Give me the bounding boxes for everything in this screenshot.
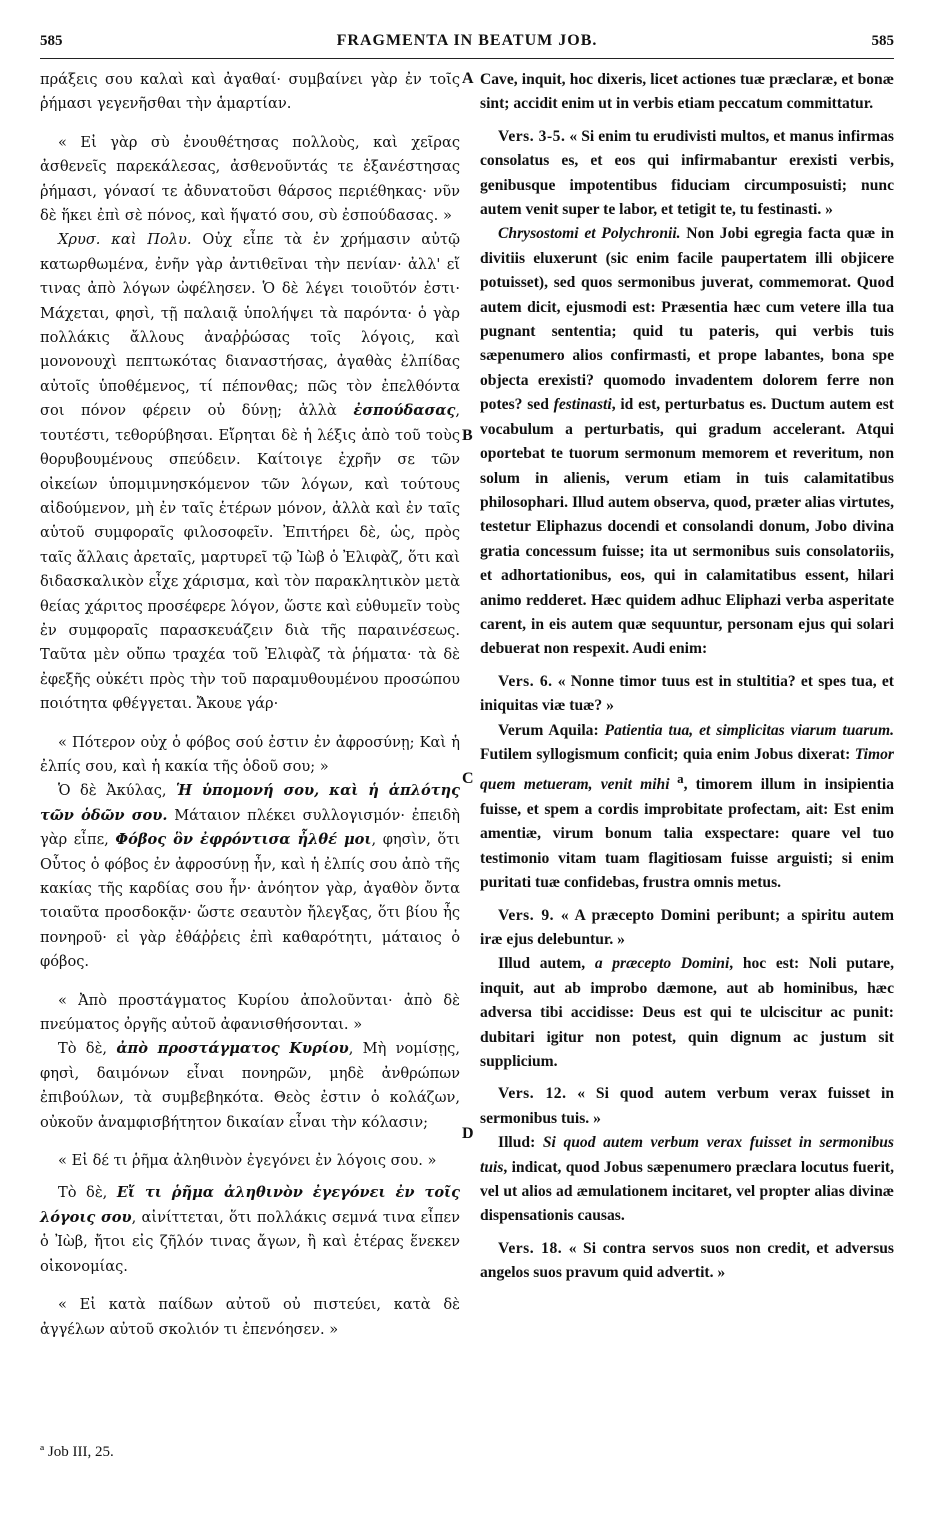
greek-text: , τουτέστι, τεθορύβησαι. Εἴρηται δὲ ἡ λέξις ἀπὸ τοῦ τοὺς θορυβουμένους σπεύδειν. Καίτοιγε ἐχρῆν σε τῶν οἰκείων ὑπομιμνησκόμενον τῶν λόγων, καὶ τούτους αἰδούμενον, μὴ ἐν ταῖς ἑτέρων μόνον, ἀλλὰ καὶ ἐν ταῖς αὑτοῦ συμφοραῖς φιλοσοφεῖν. Ἐπιτήρει δὲ, ὡς, πρὸς ταῖς ἄλλαις ἀρεταῖς, μαρτυρεῖ τῷ Ἰὼβ ὁ Ἐλιφὰζ, ὅτι καὶ διδασκαλικὸν εἶχε χάρισμα, καὶ τὸν παρακλητικὸν μετὰ θείας χάριτος προσέφερε λόγον, ὥστε καὶ εὐθυμεῖν τοὺς ἐν συμφοραῖς παρασκευάζειν διὰ τῆς παραινέσεως. Ταῦτα μὲν οὔπω τραχέα τοῦ Ἐλιφὰζ τὰ ῥήματα· τὰ δὲ ἐφεξῆς οὐκέτι πρὸς τὴν τοῦ παραμυθουμένου προσώπου ποιότητα φθέγγεται. Ἄκουε γάρ· bbox=[40, 402, 460, 713]
section-marker-c: C bbox=[462, 770, 474, 787]
running-header bbox=[40, 32, 894, 59]
greek-paragraph bbox=[40, 228, 460, 716]
latin-text: « Si enim tu erudivisti multos, et manus infirmas consolatus es, et eos qui infirmabantur erexisti verbis, genibusque impotentibus fiduciam circumposuisti; nunc autem venit super te labor, et tetigit te, tu festinasti. » bbox=[480, 127, 894, 219]
greek-paragraph bbox=[40, 779, 460, 974]
latin-paragraph bbox=[480, 222, 894, 661]
greek-text: , Μὴ νομίσῃς, φησὶ, δαιμόνων εἶναι πονηρῶν, μηδὲ ἀνθρώπων ἐπιβούλων, τὰ συμβεβηκότα. Θεὸς ἐστιν ὁ κολάζων, οὐκοῦν ἀναμφισβήτητον δικαίαν εἶναι τὴν κόλασιν; bbox=[40, 1040, 460, 1131]
latin-text: Illud: bbox=[498, 1134, 543, 1152]
greek-text: Τὸ δὲ, bbox=[58, 1040, 117, 1058]
greek-scripture-quote: « Εἰ κατὰ παίδων αὐτοῦ οὐ πιστεύει, κατὰ δὲ ἀγγέλων αὐτοῦ σκολιόν τι ἐπενόησεν. » bbox=[40, 1296, 460, 1338]
latin-emphasis: Si quod autem verbum verax fuisset in sermonibus tuis bbox=[480, 1134, 894, 1176]
verse-reference: Vers. 3-5. bbox=[498, 127, 566, 145]
footnote-ref: a bbox=[669, 771, 684, 787]
latin-scripture-quote bbox=[480, 1237, 894, 1286]
latin-paragraph bbox=[480, 719, 894, 896]
verse-reference: Vers. 18. bbox=[498, 1239, 563, 1257]
greek-text: Τὸ δὲ, bbox=[58, 1184, 117, 1202]
latin-text: Futilem syllogismum conficit; quia enim Jobus dixerat: bbox=[480, 745, 855, 763]
footnote: ª Job III, 25. bbox=[40, 1444, 114, 1460]
latin-text: , id est, perturbatus es. Ductum autem est vocabulum a perturbatis, qui gradum accelerant. Atqui oportebat te tuorum sermonum memorem et reveritum, non solum in alienis, verum etiam in tuis calamitatibus philosophari. Illud autem observa, quod, præter alias virtutes, testetur Eliphazus docendi et consolandi donum, Jobo divina gratia concessum fuisse; ita ut sermonibus suis consolatoriis, et adhortationibus, eos, qui in calamitatibus essent, hilari animo redderet. Hæc quidem adhuc Eliphazi verba asperitate carent, in eis autem quæ sequuntur, personam ejus qui solari debuerat non respexit. Audi enim: bbox=[480, 396, 894, 658]
greek-scripture-quote: « Ἀπὸ προστάγματος Κυρίου ἀπολοῦνται· ἀπὸ δὲ πνεύματος ὀργῆς αὐτοῦ ἀφανισθήσονται. » bbox=[40, 991, 460, 1034]
latin-text: Illud autem, bbox=[498, 955, 595, 973]
section-marker-a: A bbox=[462, 70, 474, 87]
latin-attribution: Chrysostomi et Polychronii. bbox=[498, 225, 681, 243]
greek-paragraph: πράξεις σου καλαὶ καὶ ἀγαθαί· συμβαίνει γὰρ ἐν τοῖς ῥήμασι γεγενῆσθαι τὴν ἁμαρτίαν. bbox=[40, 71, 460, 113]
greek-column bbox=[40, 68, 460, 1342]
greek-text: Μάταιον πλέκει συλλογισμόν· ἐπειδὴ γὰρ εἶπε, bbox=[40, 806, 460, 849]
greek-text: , φησὶν, ὅτι Οὗτος ὁ φόβος ἐν ἀφροσύνῃ ἦν, καὶ ἡ ἐλπίς σου ἀπὸ τῆς κακίας τῆς καρδίας σου ἦν· ἀνόητον γὰρ, ἀγαθὸν ὄντα τοιαῦτα προσδοκᾷν· ὥστε σεαυτὸν ἤλεγξας, ὅτι βίου ἦς πονηροῦ· εἰ γὰρ ἐθάῤῥεις ἐπὶ καθαρότητι, μάταιος ὁ φόβος. bbox=[40, 831, 460, 971]
latin-scripture-quote bbox=[480, 125, 894, 223]
latin-text: Verum Aquila: bbox=[498, 721, 605, 739]
latin-emphasis: Timor quem metueram, venit mihi bbox=[480, 745, 894, 794]
latin-text: , hoc est: Noli putare, inquit, aut ab improbo dæmone, aut ab hominibus, hæc adversa tibi accidisse: Deus est qui te ulciscitur ac punit: dubitari igitur non potest, quin dignum ac justum sit supplicium. bbox=[480, 955, 894, 1071]
latin-text: « Si quod autem verbum verax fuisset in sermonibus tuis. » bbox=[480, 1085, 894, 1127]
verse-reference: Vers. 6. bbox=[498, 672, 553, 690]
greek-scripture-quote: « Πότερον οὐχ ὁ φόβος σού ἐστιν ἐν ἀφροσύνῃ; Καὶ ἡ ἐλπίς σου, καὶ ἡ κακία τῆς ὁδοῦ σου; » bbox=[40, 733, 460, 775]
latin-text: Non Jobi egregia facta quæ in divitiis eluxerunt (sic enim facile paupertatem illi objicere potuisset), sed quos sermonibus juverat, commemorat. Quod autem dicit, ejusmodi est: Præsentia hæc cum vetere illa tua pugnant sententia; quid tu pateris, qui verbis tuis sæpenumero alios confirmasti, et prope labantes, bona spe objecta erexisti? quomodo invadentem dolorem ferre non potes? sed bbox=[480, 225, 894, 414]
greek-text: , αἰνίττεται, ὅτι πολλάκις σεμνά τινα εἶπεν ὁ Ἰὼβ, ἤτοι εἰς ζῆλόν τινας ἄγων, ἢ καὶ ἑτέρας ἕνεκεν οἰκονομίας. bbox=[40, 1208, 460, 1275]
latin-paragraph bbox=[480, 952, 894, 1074]
greek-emphasis: ἐσπούδασας bbox=[353, 402, 456, 420]
greek-paragraph bbox=[40, 1037, 460, 1135]
greek-paragraph bbox=[40, 1181, 460, 1279]
latin-paragraph: Cave, inquit, hoc dixeris, licet actiones tuæ præclaræ, et bonæ sint; accidit enim ut in verbis etiam peccatum committatur. bbox=[480, 71, 894, 113]
greek-emphasis: Φόβος ὃν ἐφρόντισα ἦλθέ μοι bbox=[115, 831, 372, 849]
latin-text: , indicat, quod Jobus sæpenumero præclara locutus fuerit, vel ut alios ad æmulationem incitaret, vel propter alias divinæ dispensationis causas. bbox=[480, 1158, 894, 1225]
latin-text: « A præcepto Domini peribunt; a spiritu autem iræ ejus delebuntur. » bbox=[480, 906, 894, 948]
running-title: FRAGMENTA IN BEATUM JOB. bbox=[336, 32, 598, 49]
latin-text: « Nonne timor tuus est in stultitia? et spes tua, et iniquitas viæ tuæ? » bbox=[480, 672, 894, 715]
greek-scripture-quote: « Εἰ γὰρ σὺ ἐνουθέτησας πολλοὺς, καὶ χεῖρας ἀσθενεῖς παρεκάλεσας, ἀσθενοῦντάς τε ἐξανέστησας ῥήμασι, γόνασί τε ἀδυνατοῦσι θάρσος περιέθηκας· νῦν δὲ ἥκει ἐπὶ σὲ πόνος, καὶ ἥψατό σου, σὺ ἐσπούδασας. » bbox=[40, 133, 460, 225]
section-marker-d: D bbox=[462, 1125, 474, 1142]
latin-text: , timorem illum in insipientia fuisse, et spem a cordis improbitate profectam, ait: Est enim amentiæ, virum bonum talia exspectare: quare vel tuo testimonio vitam tuam flagitiosam fuisse arguisti; si enim puritati tuæ confidebas, frustra omnis metus. bbox=[480, 776, 895, 892]
latin-scripture-quote bbox=[480, 1082, 894, 1131]
greek-emphasis: Εἴ τι ῥῆμα ἀληθινὸν ἐγεγόνει ἐν τοῖς λόγοις σου bbox=[40, 1184, 460, 1226]
greek-text: Ὁ δὲ Ἀκύλας, bbox=[58, 782, 177, 800]
verse-reference: Vers. 12. bbox=[498, 1085, 567, 1103]
latin-emphasis: a præcepto Domini bbox=[594, 955, 730, 973]
greek-scripture-quote: « Εἰ δέ τι ῥῆμα ἀληθινὸν ἐγεγόνει ἐν λόγοις σου. » bbox=[58, 1152, 437, 1170]
verse-reference: Vers. 9. bbox=[498, 906, 555, 924]
latin-paragraph bbox=[480, 1131, 894, 1229]
greek-emphasis: ἀπὸ προστάγματος Κυρίου bbox=[116, 1040, 349, 1058]
latin-scripture-quote bbox=[480, 670, 894, 719]
latin-column bbox=[480, 68, 894, 1286]
section-marker-b: B bbox=[462, 427, 473, 444]
greek-text: Οὐχ εἶπε τὰ ἐν χρήμασιν αὐτῷ κατωρθωμένα, ἐνῆν γὰρ ἀντιθεῖναι τὴν πενίαν· ἀλλ' εἴ τινας ἀπὸ λόγων ὠφέλησεν. Ὁ δὲ λέγει τοιοῦτόν ἐστι· Μάχεται, φησὶ, τῇ παλαιᾷ ὑπολήψει τὰ παρόντα· ὁ γὰρ πολλάκις ἄλλους ἀναῤῥώσας τοῖς λόγοις, καὶ μονονουχὶ πεπτωκότας διαναστήσας, ἀγαθὰς ἐλπίδας αὐτοῖς ὑποθέμενος, τί πέπονθας; πῶς τὸν ἐπελθόντα σοι πόνον φέρειν οὐ δύνῃ; ἀλλὰ bbox=[40, 231, 461, 420]
greek-attribution: Χρυσ. καὶ Πολυ. bbox=[58, 231, 192, 249]
latin-emphasis: Patientia tua, et simplicitas viarum tuarum. bbox=[604, 721, 894, 739]
greek-emphasis: Ἡ ὑπομονή σου, καὶ ἡ ἁπλότης τῶν ὁδῶν σου. bbox=[40, 782, 460, 824]
latin-emphasis: festinasti bbox=[553, 396, 612, 414]
latin-text: « Si contra servos suos non credit, et adversus angelos suos pravum quid advertit. » bbox=[480, 1239, 895, 1282]
page-number-left: 585 bbox=[40, 33, 63, 49]
latin-scripture-quote bbox=[480, 904, 894, 953]
page-number-right: 585 bbox=[871, 33, 894, 49]
